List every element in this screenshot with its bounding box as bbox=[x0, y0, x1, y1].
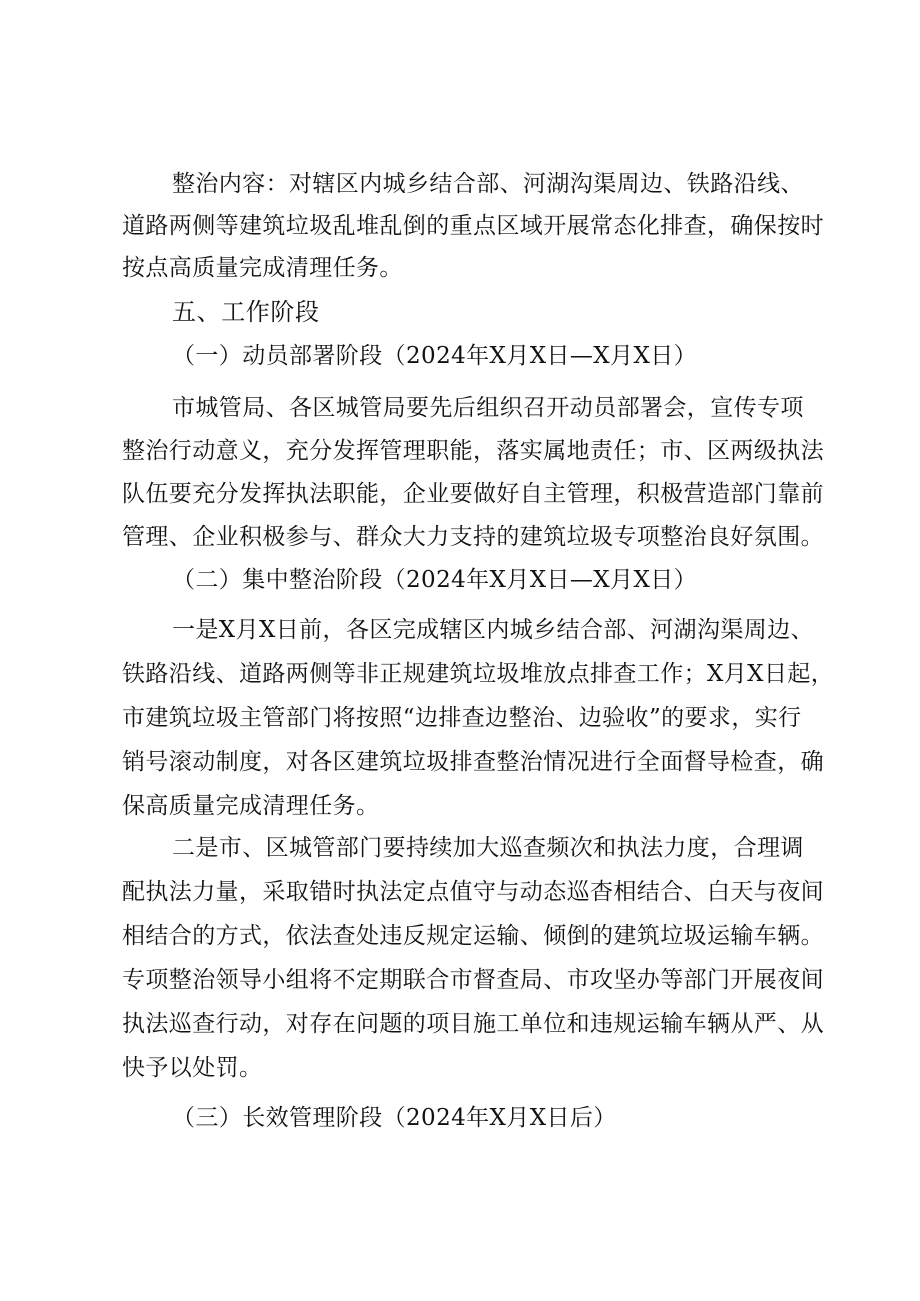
paragraph-line: 道路两侧等建筑垃圾乱堆乱倒的重点区域开展常态化排查，确保按时 bbox=[122, 213, 824, 239]
paragraph-line: 整治内容：对辖区内城乡结合部、河湖沟渠周边、铁路沿线、 bbox=[172, 171, 804, 197]
section-heading: 五、工作阶段 bbox=[172, 298, 320, 326]
paragraph-line: 一是X月X日前，各区完成辖区内城乡结合部、河湖沟渠周边、 bbox=[172, 617, 814, 643]
paragraph-line: 保高质量完成清理任务。 bbox=[122, 793, 380, 819]
paragraph-line: 整治行动意义，充分发挥管理职能，落实属地责任；市、区两级执法 bbox=[122, 438, 824, 464]
paragraph-line: 市建筑垃圾主管部门将按照“边排查边整治、边验收”的要求，实行 bbox=[122, 705, 802, 731]
paragraph-line: 铁路沿线、道路两侧等非正规建筑垃圾堆放点排查工作；X月X日起， bbox=[122, 661, 835, 687]
paragraph-line: 相结合的方式，依法查处违反规定运输、倾倒的建筑垃圾运输车辆。 bbox=[122, 923, 824, 949]
stage-title: （二）集中整治阶段（2024年X月X日—X月X日） bbox=[172, 567, 698, 593]
paragraph-line: 管理、企业积极参与、群众大力支持的建筑垃圾专项整治良好氛围。 bbox=[122, 524, 824, 550]
paragraph-line: 执法巡查行动，对存在问题的项目施工单位和违规运输车辆从严、从 bbox=[122, 1011, 824, 1037]
paragraph-line: 市城管局、各区城管局要先后组织召开动员部署会，宣传专项 bbox=[172, 395, 804, 421]
stage-title: （一）动员部署阶段（2024年X月X日—X月X日） bbox=[172, 343, 698, 369]
paragraph-line: 二是市、区城管部门要持续加大巡查频次和执法力度，合理调 bbox=[172, 835, 804, 861]
paragraph-line: 销号滚动制度，对各区建筑垃圾排查整治情况进行全面督导检查，确 bbox=[122, 749, 824, 775]
paragraph-line: 按点高质量完成清理任务。 bbox=[122, 255, 403, 281]
paragraph-line: 队伍要充分发挥执法职能，企业要做好自主管理，积极营造部门靠前 bbox=[122, 481, 824, 507]
paragraph-line: 配执法力量，采取错时执法定点值守与动态巡杳相结合、白天与夜间 bbox=[122, 879, 824, 905]
stage-title: （三）长效管理阶段（2024年X月X日后） bbox=[172, 1105, 617, 1131]
paragraph-line: 快予以处罚。 bbox=[122, 1055, 263, 1081]
paragraph-line: 专项整治领导小组将不定期联合市督查局、市攻坚办等部门开展夜间 bbox=[122, 967, 824, 993]
